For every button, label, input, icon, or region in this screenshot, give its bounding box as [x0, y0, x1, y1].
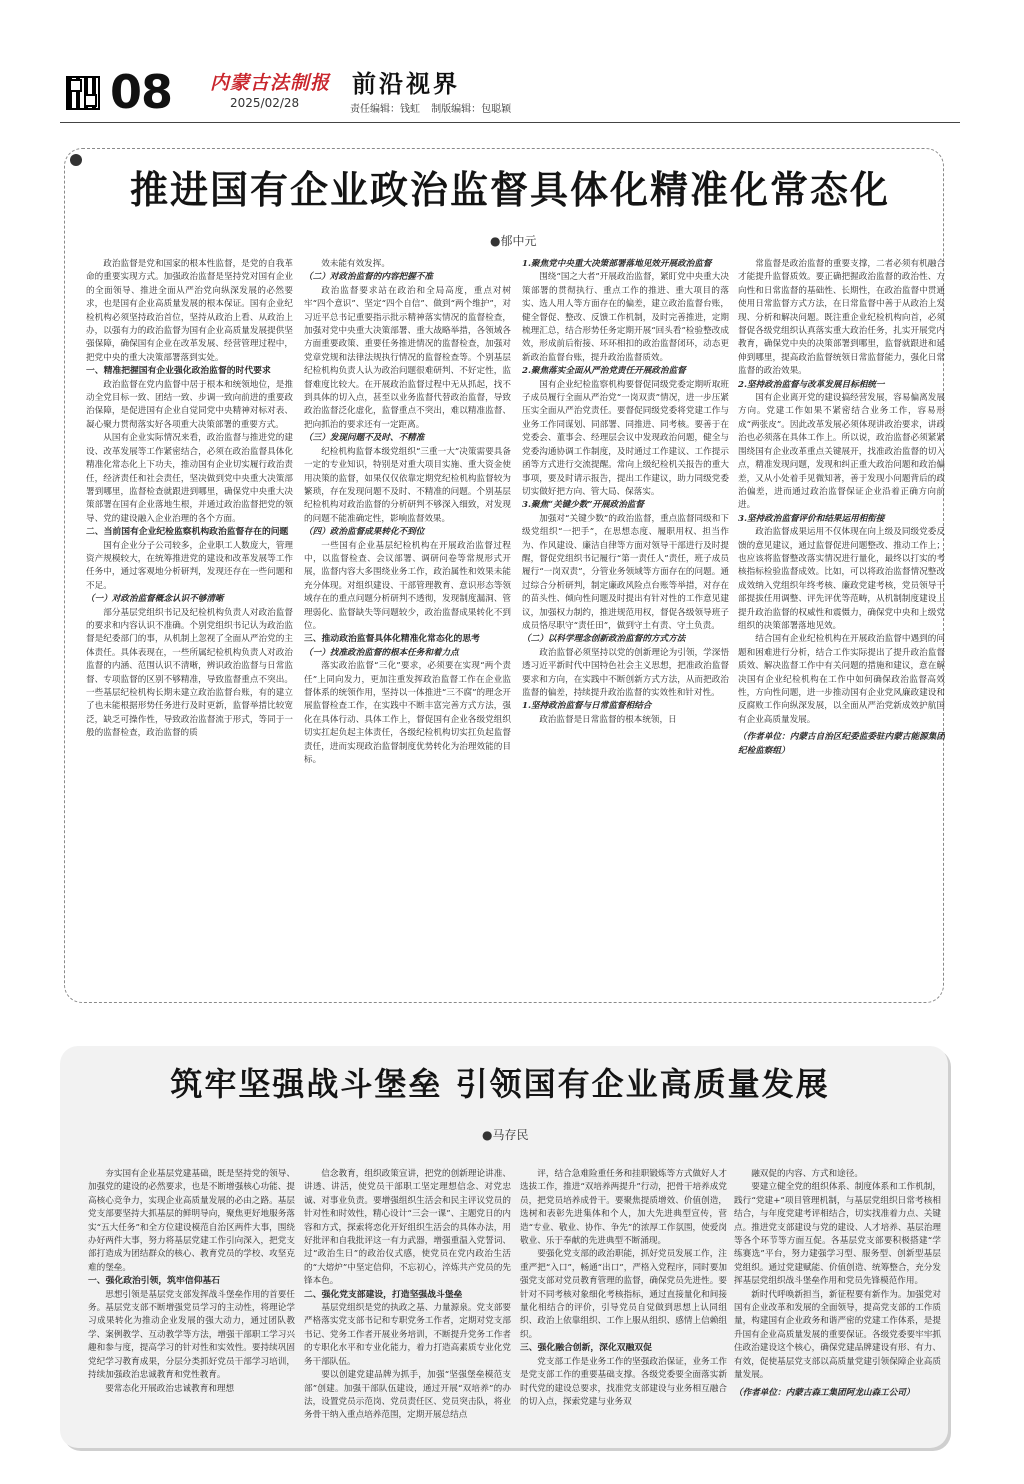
article-1-column-4 [738, 258, 945, 958]
article-2-column-4 [734, 1168, 941, 1430]
article-2-column-3 [520, 1168, 727, 1430]
author-affiliation: （作者单位：内蒙古自治区纪委监委驻内蒙古能源集团纪检监察组） [738, 732, 945, 756]
issue-date: 2025/02/28 [230, 96, 300, 110]
layout-editor: 制版编辑：包聪颖 [431, 104, 512, 115]
author-affiliation: （作者单位：内蒙古森工集团阿龙山森工公司） [734, 1387, 915, 1398]
subheading: （四）政治监督成果转化不到位 [304, 527, 425, 538]
paragraph: 政治监督成果运用不仅体现在向上级及同级党委反馈的意见建议，通过监督促进问题整改、推动工作上；也应该将监督整改落实情况进行量化，最终以打实的考核指标检验监督成效。比如，可以将政治监督情况整改成效纳入党组织年终考核、廉政党建考核，党员领导干部提拔任用调整、评先评优等范畴，从机制制度建设上提升政治监督的权威性和震慑力，确保党中央和上级党组织的决策部署落地见效。 [738, 527, 945, 631]
subheading: 三、推动政治监督具体化精准化常态化的思考 [304, 634, 480, 645]
paragraph: 信念教育，组织政策宣讲，把党的创新理论讲准、讲透、讲活，使党员干部职工坚定理想信念、对党忠诚、对事业负责。要增强组织生活会和民主评议党员的针对性和时效性，精心设计“三会一课”、主题党日的内容和方式，探索将恋化开好组织生活会的具体办法，用好批评和自我批评这一有力武器，增强重温入党誓词、过“政治生日”的政治仪式感，使党员在党内政治生活的“大熔炉”中坚定信仰，不忘初心，淬炼共产党员的先锋本色。 [304, 1169, 511, 1287]
paragraph: 加强对“关键少数”的政治监督，重点监督同级和下级党组织“一把手”，在思想态度、履职用权、担当作为、作风建设、廉洁自律等方面对领导干部进行及时提醒，督促党组织书记履行“第一责任人”责任，班子成员履行“一岗双责”，分管业务领域等方面存在的问题。通过综合分析研判，制定廉政风险点台账等举措，对存在的苗头性、倾向性问题及时提出有针对性的工作意见建议，加强权力制约，推进规范用权，督促各级领导班子成员恪尽职守“责任田”，做到守土有责、守土负责。 [522, 513, 729, 631]
subheading: （一）对政治监督概念认识不够清晰 [86, 594, 224, 605]
article-1-title: 推进国有企业政治监督具体化精准化常态化 [129, 167, 890, 212]
paragraph: 从国有企业实际情况来看，政治监督与推进党的建设、改革发展等工作紧密结合，必须在政治监督具体化精准化常态化上下功夫，推动国有企业切实履行政治责任，经济责任和社会责任，坚决做到党中央重大决策部署到哪里，监督检查就跟进到哪里，确保党中央重大决策部署在国有企业落地生根，并通过政治监督把党的领导、党的建设融入企业治理的各个方面。 [86, 433, 293, 524]
paragraph: 要以创建党建品牌为抓手，加强“坚强堡垒模范支部”创建。加强干部队伍建设，通过开展“双培养”的办法，设置党员示范岗、党员责任区、党员突击队，将业务骨干纳入重点培养范围，定期开展总结点 [304, 1370, 511, 1421]
paragraph: 新时代呼唤新担当，新征程要有新作为。加强党对国有企业改革和发展的全面领导，提高党支部的工作质量，构建国有企业政务和谐严密的党建工作体系，是提升国有企业高质量发展的重要保证。各级党委要牢牢抓住政治建设这个核心，确保党建品牌建设有形、有力、有效，促使基层党支部以高质量党建引领保障企业高质量发展。 [734, 1289, 941, 1381]
subheading: 3.聚焦“关键少数”开展政治监督 [522, 500, 644, 511]
subheading: 1.聚焦党中央重大决策部署落地见效开展政治监督 [522, 259, 712, 269]
subheading: 2.坚持政治监督与改革发展目标相统一 [738, 379, 885, 390]
article-1-column-1 [86, 258, 293, 958]
paragraph: 常监督是政治监督的重要支撑，二者必须有机融合才能提升监督质效。要正确把握政治监督的政治性、方向性和日常监督的基础性、长期性，在政治监督中贯通使用日常监督方式方法，在日常监督中善于从政治上发现、分析和解决问题。既注重企业纪检机构向首，必须督促各级党组织认真落实重大政治任务，扎实开展党内教育，确保党中央的决策部署到哪里，监督就跟进和延伸到哪里，提高政治监督统领日常监督能力，强化日常监督的政治效果。 [738, 259, 945, 377]
section-title: 前沿视界 [352, 69, 460, 98]
paragraph: 政治监督必须坚持以党的创新理论为引领，学深悟透习近平新时代中国特色社会主义思想，把准政治监督要求和方向，在实践中不断创新方式方法，从而把政治监督的偏差，持续提升政治监督的实效性和针对性。 [522, 647, 729, 698]
masthead-divider [60, 122, 960, 123]
paragraph: 党支部工作是业务工作的坚强政治保证，业务工作是党支部工作的重要基础支撑。各级党委要全面落实新时代党的建设总要求，找准党支部建设与业务相互融合的切入点，探索党建与业务双 [520, 1356, 727, 1407]
subheading: 一、精准把握国有企业强化政治监督的时代要求 [86, 366, 271, 377]
qr-code [66, 76, 100, 110]
article-1-column-3 [522, 258, 729, 958]
subheading: 1.坚持政治监督与日常监督相结合 [522, 701, 652, 712]
paragraph: 部分基层党组织书记及纪检机构负责人对政治监督的要求和内容认识不准确。个别党组织书记认为政治监督是纪委部门的事，从机制上忽视了全面从严治党的主体责任。具体表现在，一些所属纪检机构负责人对政治监督的内涵、范围认识不清晰，辨识政治监督与日常监督、专项监督的区别不够精准，导致监督重点不突出。一些基层纪检机构长期未建立政治监督台账，有的建立了也未能根据形势任务进行及时更新，监督举措比较宽泛，缺乏可操作性，导致政治监督流于形式，等同于一般的监督检查，政治监督的质 [86, 607, 293, 739]
subheading: （二）对政治监督的内容把握不准 [304, 272, 433, 283]
paragraph: 国有企业纪检监察机构要督促同级党委定期听取班子成员履行全面从严治党“一岗双责”情况，进一步压紧压实全面从严治党责任。要督促同级党委将党建工作与业务工作同谋划、同部署、同推进、同考核。要善于在党委会、董事会、经理层会议中发现政治问题，健全与党委沟通协调工作制度，及时通过工作建议、工作提示函等方式进行交流提醒。常向上级纪检机关报告的重大事项，要及时请示报告，提出工作建议，助力同级党委切实做好把方向、管大局、保落实。 [522, 379, 729, 497]
paragraph: 国有企业分子公司较多，企业职工人数庞大，管理资产规模较大，在统筹推进党的建设和改革发展等工作任务中，通过客观地分析研判，发现还存在一些问题和不足。 [86, 540, 293, 591]
paragraph: 政治监督在党内监督中居于根本和统领地位，是推动全党目标一致、团结一致、步调一致向前进的重要政治保障，是促进国有企业自觉同党中央精神对标对表、凝心聚力贯彻落实好各项重大决策部署的重要方式。 [86, 379, 293, 430]
paragraph: 政治监督要求站在政治和全局高度，重点对树牢“四个意识”、坚定“四个自信”、做到“两个维护”，对习近平总书记重要指示批示精神落实情况的监督检查，加强对党中央重大决策部署、重大战略举措，各领域各方面重要政策、重要任务推进情况的监督检查，加强对党章党规和法律法规执行情况的监督检查等。个别基层纪检机构负责人认为政治问题很难研判、不好定性，监督难度比较大。在开展政治监督过程中无从抓起，找不到具体的切入点，甚至以业务监督代替政治监督，导致政治监督泛化虚化，监督重点不突出，难以精准监督、把向抓治的要求还有一定距离。 [304, 285, 511, 430]
subheading: （三）发现问题不及时、不精准 [304, 433, 425, 444]
newspaper-logo: 内蒙古法制报 [210, 72, 331, 94]
article-2-title: 筑牢坚强战斗堡垒 引领国有企业高质量发展 [170, 1065, 830, 1103]
paragraph: 一些国有企业基层纪检机构在开展政治监督过程中，以监督检查、会议部署、调研问卷等常规形式开展，监督内容大多围绕业务工作，政治属性和效果未能充分体现。对组织建设、干部管理教育、意识形态等领域存在的重点问题分析研判不透彻，发现制度漏洞、管理弱化、监督缺失等问题较少，政治监督成果转化不到位。 [304, 540, 511, 631]
paragraph: 效未能有效发挥。 [321, 259, 390, 269]
paragraph: 围绕“国之大者”开展政治监督，紧盯党中央重大决策部署的贯彻执行、重点工作的推进、重大项目的落实、选人用人等方面存在的偏差，建立政治监督台账，健全督促、整改、反馈工作机制，及时完善推进，定期梳理汇总，结合形势任务定期开展“回头看”检验整改成效，形成前后衔接、环环相扣的政治监督闭环，动态更新政治监督台账，提升政治监督质效。 [522, 272, 729, 363]
paragraph: 基层党组织是党的执政之基、力量源泉。党支部要严格落实党支部书记和专职党务工作者，定期对党支部书记、党务工作者开展业务培训，不断提升党务工作者的专职化水平和专业化能力，着力打造高素质专业化党务干部队伍。 [304, 1303, 511, 1367]
paragraph: 夯实国有企业基层党建基础，既是坚持党的领导、加强党的建设的必然要求，也是不断增强核心功能、提高核心竞争力，实现企业高质量发展的必由之路。基层党支部要坚持大抓基层的鲜明导向，聚焦更好地服务落实“五大任务”和全方位建设模范自治区两件大事，围绕办好两件大事，努力将基层党建工作引向深入，把党支部打造成为团结群众的核心、教育党员的学校、攻坚克难的堡垒。 [88, 1169, 295, 1273]
paragraph: 政治监督是日常监督的根本统领，日 [539, 714, 677, 725]
paragraph: 思想引领是基层党支部发挥战斗堡垒作用的首要任务。基层党支部不断增强党员学习的主动性，将理论学习成果转化为推动企业发展的强大动力，通过团队教学、案例教学、互动教学等方法，增强干部职工学习兴趣和参与度，提高学习的针对性和实效性。要持续巩固党纪学习教育成果，分层分类抓好党员干部学习培训，持续加强政治忠诚教育和党性教育。 [88, 1289, 295, 1381]
subheading: 三、强化融合创新，深化双融双促 [520, 1343, 652, 1354]
paragraph: 融双促的内容、方式和途径。 [751, 1169, 863, 1179]
editor-credits [350, 100, 519, 115]
article-2-byline: ●马存民 [482, 1128, 529, 1142]
paragraph: 评，结合急难险重任务和挂职锻炼等方式做好人才选拔工作，推进“双培养两提升”行动，把骨干培养成党员，把党员培养成骨干。要聚焦提质增效、价值创造，选树和表彰先进集体和个人，加大先进典型宣传，营造“专业、敬业、协作、争先”的浓厚工作氛围，使爱岗敬业、乐于奉献的先进典型不断涌现。 [520, 1169, 727, 1247]
article-2-column-2 [304, 1168, 511, 1430]
paragraph: 结合国有企业纪检机构在开展政治监督中遇到的问题和困难进行分析，结合工作实际提出了提升政治监督质效、解决监督工作中有关问题的措施和建议，意在解决国有企业纪检机构在工作中如何确保政治监督高效性，方向性问题，进一步推动国有企业党风廉政建设和反腐败工作向纵深发展，以全面从严治党新成效护航国有企业高质量发展。 [738, 634, 945, 725]
paragraph: 政治监督是党和国家的根本性监督，是党的自我革命的重要实现方式。加强政治监督是坚持党对国有企业的全面领导、推进全面从严治党向纵深发展的必然要求，也是国有企业高质量发展的根本保证。国有企业纪检机构必须坚持政治首位，坚持从政治上看、从政治上办，以强有力的政治监督为国有企业高质量发展提供坚强保障，确保国有企业在改革发展、经营管理过程中，把党中央的重大决策部署落到实处。 [86, 259, 293, 363]
article-1-column-2 [304, 258, 511, 958]
paragraph: 纪检机构监督本级党组织“三重一大”决策需要具备一定的专业知识，特别是对重大项目实施、重大资金使用决策的监督，如果仅仅依靠定期党纪检机构监督较为繁琐，存在发现问题不及时、不精准的问题。个别基层纪检机构对政治监督的分析研判不够深入细致，对发现的问题不能准确定性，影响监督效果。 [304, 446, 511, 524]
article-2-column-1 [88, 1168, 295, 1430]
responsible-editor: 责任编辑：钱虹 [350, 104, 420, 115]
subheading: 3.坚持政治监督评价和结果运用相衔接 [738, 513, 885, 524]
paragraph: 要建立健全党的组织体系、制度体系和工作机制，践行“党建+”项目管理机制，与基层党组织日常考核相结合，与年度党建考评相结合，切实找准着力点、关键点。推进党支部建设与党的建设、人才培养、基层治理等各个环节等方面互促。各基层党支部要积极搭建“学练赛选”平台，努力建强学习型、服务型、创新型基层党组织。通过党建赋能、价值创造、统筹整合，充分发挥基层党组织战斗堡垒作用和党员先锋模范作用。 [734, 1182, 941, 1287]
paragraph: 要常态化开展政治忠诚教育和理想 [105, 1383, 235, 1394]
subheading: 一、强化政治引领，筑牢信仰基石 [88, 1276, 220, 1287]
paragraph: 国有企业离开党的建设搞经营发展，容易偏离发展方向。党建工作如果不紧密结合业务工作，容易形成“两张皮”。因此改革发展必须体现讲政治要求，讲政治也必须落在具体工作上。所以说，政治监督必须紧紧围绕国有企业改革重点关键展开，找准政治监督的切入点，精准发现问题，发现和纠正重大政治问题和政治偏差，又从小处着手见微知著，善于发现小问题背后的政治偏差，进而通过政治监督保证企业沿着正确方向前进。 [738, 393, 945, 511]
subheading: 二、强化党支部建设，打造坚强战斗堡垒 [304, 1289, 463, 1300]
paragraph: 落实政治监督“三化”要求，必须要在实现“两个责任”上同向发力，更加注重发挥政治监督工作在企业监督体系的统领作用，坚持以一体推进“三不腐”的理念开展监督检查工作，在实践中不断丰富完善方式方法，强化在具体行动、具体工作上，督促国有企业各级党组织切实扛起负起主体责任，各级纪检机构切实扛负起监督责任，进而实现政治监督制度优势转化为治理效能的目标。 [304, 661, 511, 766]
article-1-byline: ●郁中元 [490, 234, 537, 248]
paragraph: 要强化党支部的政治职能，抓好党员发展工作，注重严把“入口”，畅通“出口”，严格入党程序，同时要加强党支部对党员教育管理的监督，确保党员先进性。要针对不同考核对象细化考核指标，通过直接量化和间接量化相结合的评价，引导党员自觉做到思想上认同组织、政治上依靠组织、工作上服从组织、感情上信赖组织。 [520, 1249, 727, 1340]
subheading: 二、当前国有企业纪检监察机构政治监督存在的问题 [86, 527, 289, 538]
subheading: 2.聚焦落实全面从严治党责任开展政治监督 [522, 366, 686, 377]
page-number: 08 [110, 65, 173, 119]
subheading: （一）找准政治监督的根本任务和着力点 [304, 647, 459, 658]
subheading: （二）以科学理念创新政治监督的方式方法 [522, 634, 686, 645]
